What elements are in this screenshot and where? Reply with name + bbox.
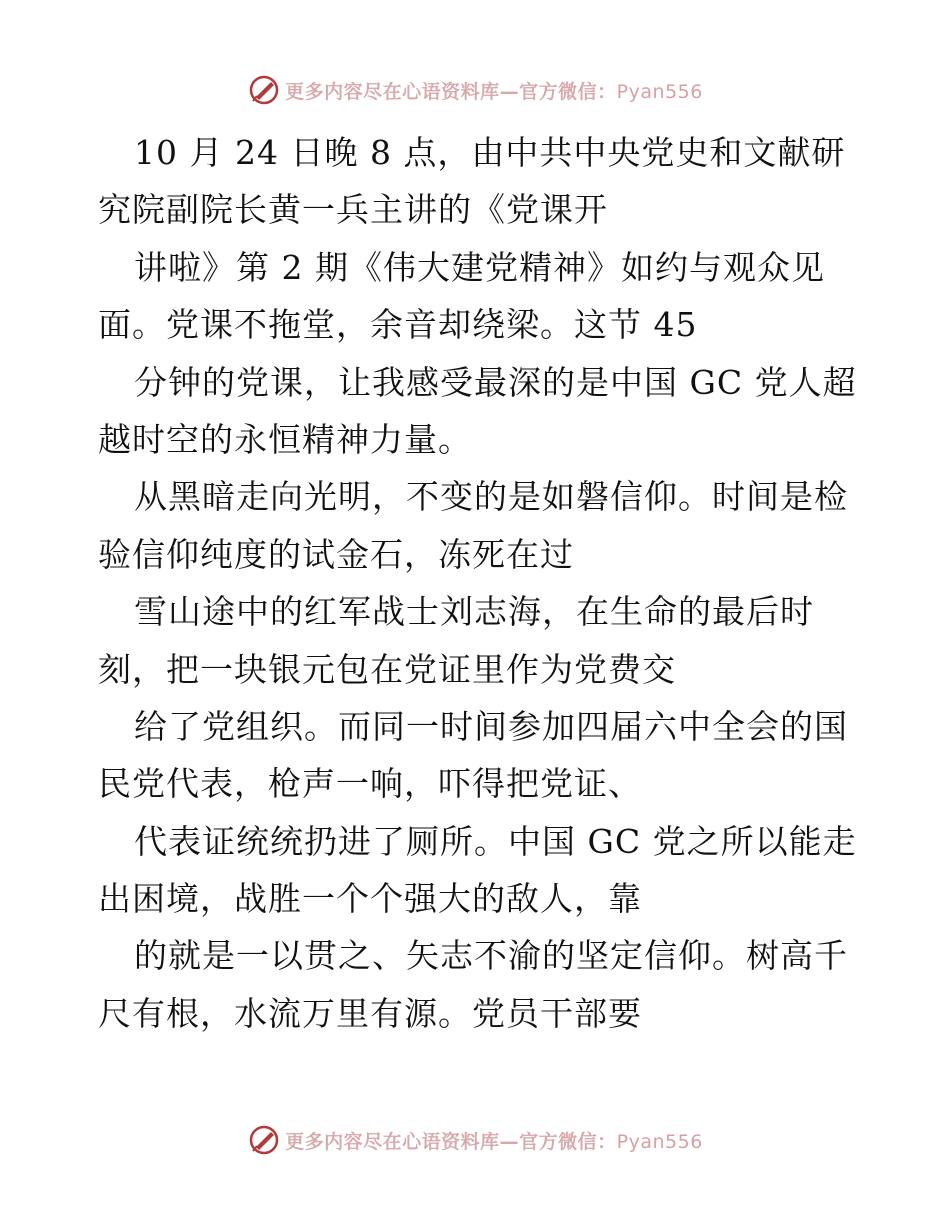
body-line: 给了党组织。而同一时间参加四届六中全会的国 bbox=[134, 706, 848, 746]
body-line: 尺有根，水流万里有源。党员干部要 bbox=[98, 993, 642, 1033]
document-body bbox=[98, 124, 858, 1042]
body-line: 雪山途中的红军战士刘志海，在生命的最后时 bbox=[134, 592, 814, 632]
body-line: 从黑暗走向光明，不变的是如磐信仰。时间是检 bbox=[134, 477, 848, 517]
footer-watermark-banner bbox=[0, 1120, 950, 1160]
body-line: 分钟的党课，让我感受最深的是中国 GC 党人超 bbox=[134, 362, 857, 402]
wechat-id: Pyan556 bbox=[616, 80, 703, 103]
watermark-text: 更多内容尽在心语资料库—官方微信： bbox=[285, 1130, 617, 1153]
body-line: 代表证统统扔进了厕所。中国 GC 党之所以能走 bbox=[134, 821, 857, 861]
watermark-text: 更多内容尽在心语资料库—官方微信： bbox=[285, 80, 617, 103]
body-line: 越时空的永恒精神力量。 bbox=[98, 419, 472, 459]
body-line: 究院副院长黄一兵主讲的《党课开 bbox=[98, 190, 608, 230]
body-line: 刻，把一块银元包在党证里作为党费交 bbox=[98, 649, 676, 689]
body-line: 讲啦》第 2 期《伟大建党精神》如约与观众见 bbox=[134, 247, 825, 287]
quill-pen-seal-icon bbox=[247, 73, 281, 107]
quill-pen-seal-icon bbox=[247, 1123, 281, 1157]
body-line: 面。党课不拖堂，余音却绕梁。这节 45 bbox=[98, 305, 698, 345]
body-line: 的就是一以贯之、矢志不渝的坚定信仰。树高千 bbox=[134, 936, 848, 976]
body-line: 10 月 24 日晚 8 点，由中共中央党史和文献研 bbox=[134, 133, 846, 172]
body-line: 民党代表，枪声一响，吓得把党证、 bbox=[98, 764, 642, 804]
wechat-id: Pyan556 bbox=[616, 1130, 703, 1153]
body-line: 出困境，战胜一个个强大的敌人，靠 bbox=[98, 879, 642, 919]
header-watermark-banner bbox=[0, 70, 950, 110]
body-line: 验信仰纯度的试金石，冻死在过 bbox=[98, 534, 574, 574]
